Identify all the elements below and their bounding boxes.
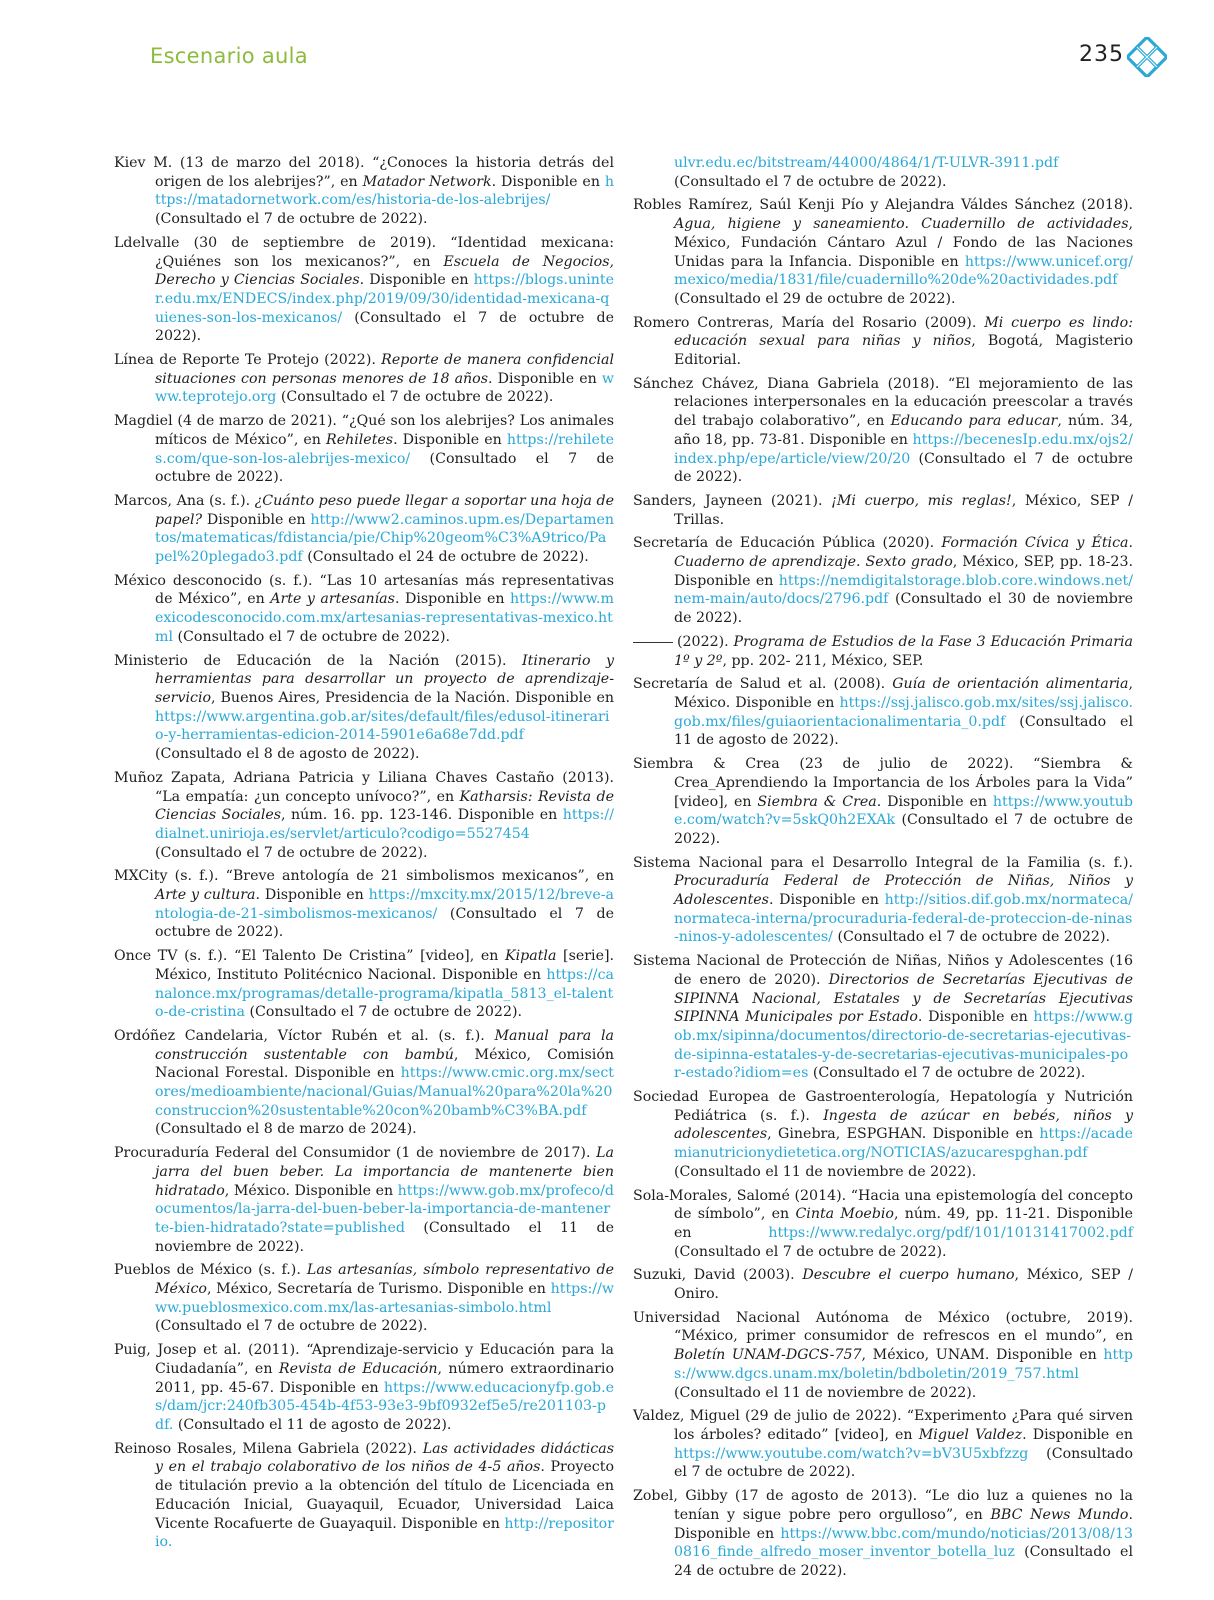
reference-entry [633, 1487, 1133, 1581]
reference-entry [633, 1309, 1133, 1403]
reference-text: , pp. 202- 211, México, SEP. [722, 652, 924, 669]
reference-title: Procuraduría Federal de Protección de Niñas, Niños y Adolescentes [674, 873, 1133, 909]
reference-text: Puig, Josep et al. (2011). “Aprendizaje-servicio y Educación para la Ciudadanía”, en [114, 1342, 614, 1377]
reference-text: (Consultado el 11 de noviembre de 2022). [674, 1384, 977, 1401]
reference-text: . Disponible en [768, 892, 885, 909]
reference-title: BBC News Mundo [990, 1506, 1129, 1523]
reference-entry [114, 154, 614, 229]
reference-title: Programa de Estudios de la Fase 3 Educación Primaria 1º y 2º [674, 633, 1133, 669]
reference-text: Sánchez Chávez, Diana Gabriela (2018). “El mejoramiento de las relaciones interpersonales en la educación preescolar a través del trabajo colaborativo”, en [633, 375, 1133, 430]
reference-entry [633, 154, 1133, 191]
reference-title: Siembra & Crea [757, 793, 877, 810]
reference-title: Boletín UNAM-DGCS-757 [674, 1347, 862, 1364]
reference-text: (Consultado el 11 de noviembre de 2022). [155, 1219, 614, 1255]
reference-link[interactable]: https://ssj.jalisco.gob.mx/sites/ssj.jalisco.gob.mx/files/guiaorientacionalimentaria_0.pdf [674, 694, 1133, 730]
repeat-author-dash [633, 642, 673, 643]
reference-entry [633, 314, 1133, 370]
reference-text: Zobel, Gibby (17 de agosto de 2013). “Le dio luz a quienes no la tenían y sigue pobre pero orgulloso”, en [633, 1488, 1133, 1523]
reference-link[interactable]: https://www.argentina.gob.ar/sites/default/files/edusol-itinerario-y-herramientas-edicion-2014-5901e6a68e7dd.pdf [155, 708, 610, 744]
reference-text: Ldelvalle (30 de septiembre de 2019). “Identidad mexicana: ¿Quiénes son los mexicanos?”, en [114, 234, 614, 270]
reference-text: (Consultado el 29 de octubre de 2022). [674, 290, 956, 307]
reference-link[interactable]: http://www2.caminos.upm.es/Departamentos/matematicas/fdistancia/pie/Chip%20geom%C3%A9trico/Papel%20plegado3.pdf [155, 511, 614, 566]
reference-entry [633, 952, 1133, 1083]
reference-link[interactable]: https://www.youtube.com/watch?v=5skQ0h2EXAk [674, 793, 1133, 829]
reference-text: . Disponible en [876, 793, 993, 810]
reference-text: Once TV (s. f.). “El Talento De Cristina” [video], en [114, 948, 506, 965]
reference-entry [114, 947, 614, 1022]
reference-text: , México, Fundación Cántaro Azul / Fondo de las Naciones Unidas para la Infancia. Disponible en [674, 216, 1133, 270]
reference-title: Las actividades didácticas y en el trabajo colaborativo de los niños de 4-5 años [155, 1440, 614, 1476]
reference-text: . Disponible en [488, 370, 602, 387]
reference-title: Arte y artesanías [270, 591, 395, 608]
reference-link[interactable]: https://rehiletes.com/que-son-los-alebrijes-mexico/ [155, 431, 614, 467]
reference-text: (Consultado el 8 de agosto de 2022). [155, 746, 420, 763]
reference-text: [serie]. México, Instituto Politécnico Nacional. Disponible en [155, 948, 615, 983]
reference-text: Ministerio de Educación de la Nación (2015). [114, 652, 523, 669]
reference-text: (Consultado el 8 de marzo de 2024). [155, 1121, 417, 1138]
reference-text: , núm. 49, pp. 11-21. Disponible en [674, 1206, 1134, 1241]
reference-text: Romero Contreras, María del Rosario (2009). [633, 314, 985, 331]
reference-text: Línea de Reporte Te Protejo (2022). [114, 352, 382, 369]
reference-text: Disponible en [202, 511, 311, 528]
reference-title: Mi cuerpo es lindo: educación sexual para niñas y niños [674, 314, 1133, 350]
reference-entry [633, 1187, 1133, 1262]
reference-text: (Consultado el 7 de octubre de 2022). [808, 1065, 1086, 1082]
reference-text: Valdez, Miguel (29 de julio de 2022). “Experimento ¿Para qué sirven los árboles? editado” [video], en [633, 1408, 1133, 1443]
reference-text: (2022). [677, 633, 734, 650]
reference-text: . Disponible en [394, 591, 511, 608]
reference-entry [633, 854, 1133, 948]
reference-text: Sociedad Europea de Gastroenterología, Hepatología y Nutrición Pediátrica (s. f.). [633, 1089, 1133, 1124]
reference-link[interactable]: https://www.bbc.com/mundo/noticias/2013/08/130816_finde_alfredo_moser_inventor_botella_luz [674, 1525, 1133, 1561]
reference-link[interactable]: https://www.pueblosmexico.com.mx/las-artesanias-simbolo.html [155, 1281, 614, 1316]
reference-title: Escuela de Negocios, Derecho y Ciencias Sociales [155, 253, 614, 289]
reference-text: Robles Ramírez, Saúl Kenji Pío y Alejandra Váldes Sánchez (2018). [633, 197, 1133, 214]
reference-text: Magdiel (4 de marzo de 2021). “¿Qué son los alebrijes? Los animales míticos de México”, en [114, 413, 614, 448]
reference-text: , número extraordinario 2011, pp. 45-67. Disponible en [155, 1360, 615, 1396]
reference-entry [114, 1144, 614, 1256]
reference-text: (Consultado el 7 de octubre de 2022). [674, 173, 947, 190]
reference-text: Universidad Nacional Autónoma de México (octubre, 2019). “México, primer consumidor de refrescos en el mundo”, en [633, 1309, 1133, 1345]
reference-link[interactable]: http://sitios.dif.gob.mx/normateca/normateca-interna/procuraduria-federal-de-proteccion-de-ninas-ninos-y-adolescentes/ [674, 892, 1133, 946]
reference-title: Las artesanías, símbolo representativo de México [155, 1262, 614, 1298]
reference-text: , México, Comisión Nacional Forestal. Disponible en [155, 1046, 614, 1082]
reference-text: Suzuki, David (2003). [633, 1267, 803, 1284]
reference-title: ¡Mi cuerpo, mis reglas! [831, 492, 1012, 509]
reference-text: Sola-Morales, Salomé (2014). “Hacia una epistemología del concepto de símbolo”, en [633, 1187, 1133, 1223]
reference-entry [114, 412, 614, 487]
reference-text: . Disponible en [491, 173, 605, 190]
reference-title: Katharsis: Revista de Ciencias Sociales [155, 788, 614, 824]
reference-text: , Buenos Aires, Presidencia de la Nación. Disponible en [211, 689, 614, 706]
reference-link[interactable]: https://dialnet.unirioja.es/servlet/articulo?codigo=5527454 [155, 807, 614, 842]
reference-text: México desconocido (s. f.). “Las 10 artesanías más representativas de México”, en [114, 572, 614, 608]
reference-text: Kiev M. (13 de marzo del 2018). “¿Conoces la historia detrás del origen de los alebrijes?”, en [114, 155, 614, 190]
reference-link[interactable]: ulvr.edu.ec/bitstream/44000/4864/1/T-ULVR-3911.pdf [674, 155, 1059, 171]
reference-text: , México, Secretaría de Turismo. Disponible en [206, 1281, 551, 1298]
reference-entry [633, 675, 1133, 750]
reference-text: (Consultado el 7 de octubre de 2022). [155, 1318, 428, 1335]
reference-link[interactable]: https://nemdigitalstorage.blob.core.windows.net/nem-main/auto/docs/2796.pdf [674, 572, 1133, 608]
reference-entry [633, 375, 1133, 487]
reference-text: Marcos, Ana (s. f.). [114, 492, 255, 509]
reference-link[interactable]: https://www.unicef.org/mexico/media/1831/file/cuadernillo%20de%20actividades.pdf [674, 253, 1133, 289]
reference-text: (Consultado el 7 de octubre de 2022). [674, 450, 1133, 486]
reference-entry [114, 1440, 614, 1552]
reference-title: Descubre el cuerpo humano [802, 1267, 1015, 1284]
reference-title: Revista de Educación [278, 1360, 438, 1377]
reference-text: (Consultado el 11 de agosto de 2022). [173, 1417, 452, 1433]
reference-text: Muñoz Zapata, Adriana Patricia y Liliana Chaves Castaño (2013). “La empatía: ¿un concepto unívoco?”, en [114, 769, 614, 805]
reference-text: (Consultado el 7 de octubre de 2022). [173, 628, 451, 645]
reference-text: Procuraduría Federal del Consumidor (1 de noviembre de 2017). [114, 1145, 597, 1162]
reference-text: , México, SEP / Oniro. [674, 1267, 1133, 1303]
reference-text: . Proyecto de titulación previo a la obtención del título de Licenciada en Educación Inicial, Guayaquil, Ecuador, Universidad Laica Vicente Rocafuerte de Guayaquil. Disponible en [155, 1459, 614, 1532]
reference-title: Miguel Valdez [918, 1427, 1023, 1443]
reference-text: . Disponible en [1022, 1427, 1133, 1443]
reference-entry [114, 1027, 614, 1139]
page-number: 235 [1079, 42, 1124, 67]
reference-text: (Consultado el 24 de octubre de 2022). [302, 549, 589, 566]
reference-link[interactable]: https://canalonce.mx/programas/detalle-programa/kipatla_5813_el-talento-de-cristina [155, 966, 614, 1021]
reference-text: (Consultado el 7 de octubre de 2022). [832, 929, 1110, 946]
reference-text: Secretaría de Educación Pública (2020). [633, 535, 942, 552]
reference-title: Ingesta de azúcar en bebés, niños y adolescentes [674, 1107, 1133, 1143]
reference-entry [633, 1088, 1133, 1182]
reference-link[interactable]: https://academianutricionydietetica.org/NOTICIAS/azucarespghan.pdf [674, 1126, 1133, 1162]
reference-title: La jarra del buen beber. La importancia de mantenerte bien hidratado [155, 1145, 614, 1199]
reference-title: Formación Cívica y Ética. Cuaderno de aprendizaje. Sexto grado [674, 535, 1133, 571]
reference-link[interactable]: https://www.gob.mx/profeco/documentos/la-jarra-del-buen-beber-la-importancia-de-mantenerte-bien-hidratado?state=published [155, 1182, 614, 1236]
references-right-column [633, 154, 1133, 1586]
reference-text: MXCity (s. f.). “Breve antología de 21 simbolismos mexicanos”, en [114, 868, 614, 885]
reference-text: . Disponible en [674, 1506, 1133, 1542]
reference-link[interactable]: www.teprotejo.org [155, 370, 614, 406]
reference-entry [114, 1261, 614, 1336]
reference-text: . Disponible en [917, 1009, 1034, 1026]
reference-link[interactable]: https://matadornetwork.com/es/historia-de-los-alebrijes/ [155, 173, 614, 209]
reference-text: (Consultado el 7 de octubre de 2022). [155, 450, 614, 486]
reference-text: Siembra & Crea (23 de julio de 2022). “Siembra & Crea_Aprendiendo la Importancia de los Árboles para la Vida” [video], en [633, 756, 1133, 810]
lattice-knot-icon [1127, 37, 1167, 77]
reference-text: (Consultado el 7 de octubre de 2022). [245, 1004, 523, 1021]
reference-text: (Consultado el 7 de octubre de 2022). [674, 1243, 947, 1260]
reference-link[interactable]: https://www.redalyc.org/pdf/101/10131417002.pdf [768, 1224, 1133, 1241]
reference-text: (Consultado el 7 de octubre de 2022). [276, 389, 554, 406]
reference-text: Sistema Nacional de Protección de Niñas, Niños y Adolescentes (16 de enero de 2020). [633, 953, 1133, 988]
reference-link[interactable]: https://www.cmic.org.mx/sectores/medioambiente/nacional/Guias/Manual%20para%20la%20construccion%20sustentable%20con%20bamb%C3%BA.pdf [155, 1065, 614, 1119]
reference-text: (Consultado el 7 de octubre de 2022). [155, 905, 614, 941]
reference-entry [114, 492, 614, 567]
reference-text: , México, UNAM. Disponible en [861, 1347, 1104, 1364]
reference-text: Secretaría de Salud et al. (2008). [633, 676, 893, 693]
reference-text: (Consultado el 7 de octubre de 2022). [674, 812, 1133, 847]
reference-entry [114, 769, 614, 863]
reference-title: Arte y cultura [155, 887, 256, 904]
reference-text: Sistema Nacional para el Desarrollo Integral de la Familia (s. f.). [633, 854, 1133, 871]
reference-title: Rehiletes [326, 431, 394, 448]
reference-title: ¿Cuánto peso puede llegar a soportar una hoja de papel? [155, 492, 614, 528]
reference-text: (Consultado el 24 de octubre de 2022). [674, 1544, 1133, 1579]
reference-text: (Consultado el 11 de noviembre de 2022). [674, 1163, 977, 1180]
reference-link[interactable]: https://becenesIp.edu.mx/ojs2/index.php/epe/article/view/20/20 [674, 431, 1133, 467]
reference-text: Sanders, Jayneen (2021). [633, 492, 832, 509]
reference-title: Matador Network [362, 173, 492, 190]
reference-text: , Ginebra, ESPGHAN. Disponible en [767, 1126, 1040, 1143]
reference-text: Pueblos de México (s. f.). [114, 1262, 307, 1279]
reference-text: . Disponible en [359, 272, 474, 289]
reference-entry [633, 196, 1133, 308]
reference-text: Reinoso Rosales, Milena Gabriela (2022). [114, 1440, 423, 1457]
reference-text: , México, SEP / Trillas. [674, 492, 1133, 528]
reference-entry [114, 234, 614, 346]
reference-title: Educando para educar [890, 413, 1058, 430]
reference-text: (Consultado el 7 de octubre de 2022). [155, 844, 428, 861]
reference-title: Agua, higiene y saneamiento. Cuadernillo de actividades [674, 216, 1129, 233]
reference-entry [114, 351, 614, 407]
reference-link[interactable]: https://www.dgcs.unam.mx/boletin/bdboletin/2019_757.html [674, 1347, 1133, 1382]
reference-entry [633, 534, 1133, 628]
reference-entry [114, 572, 614, 647]
reference-link[interactable]: https://www.educacionyfp.gob.es/dam/jcr:240fb305-454b-4f53-93e3-9bf0932ef5e5/re201103-pdf. [155, 1379, 614, 1433]
reference-link[interactable]: http://repositorio. [155, 1515, 614, 1551]
reference-entry [633, 633, 1133, 670]
reference-link[interactable]: https://www.gob.mx/sipinna/documentos/directorio-de-secretarias-ejecutivas-de-sipinna-estatales-y-de-secretarias-ejecutivas-municipales-por-estado?idiom=es [674, 1009, 1133, 1082]
reference-entry [114, 867, 614, 942]
reference-title: Reporte de manera confidencial situaciones con personas menores de 18 años [155, 352, 614, 387]
section-title: Escenario aula [150, 44, 308, 68]
reference-entry [633, 1266, 1133, 1303]
reference-title: Guía de orientación alimentaria [892, 676, 1129, 693]
references-left-column [114, 154, 614, 1557]
reference-link[interactable]: https://mxcity.mx/2015/12/breve-antologia-de-21-simbolismos-mexicanos/ [155, 887, 614, 922]
reference-text: , México. Disponible en [674, 676, 1133, 711]
reference-text: (Consultado el 7 de octubre de 2022). [155, 211, 428, 228]
reference-text: , México. Disponible en [224, 1182, 398, 1199]
reference-entry [633, 755, 1133, 849]
reference-text: , Bogotá, Magisterio Editorial. [674, 333, 1133, 369]
reference-title: Manual para la construcción sustentable con bambú [155, 1027, 614, 1063]
reference-link[interactable]: https://www.youtube.com/watch?v=bV3U5xbfzzg [674, 1445, 1029, 1462]
reference-entry [114, 652, 614, 764]
reference-text: (Consultado el 7 de octubre de 2022). [674, 1445, 1133, 1481]
reference-text: , México, SEP, pp. 18-23. Disponible en [674, 554, 1133, 589]
reference-text: (Consultado el 7 de octubre de 2022). [155, 309, 614, 345]
reference-link[interactable]: https://www.mexicodesconocido.com.mx/artesanias-representativas-mexico.html [155, 591, 614, 645]
reference-link[interactable]: https://blogs.uninter.edu.mx/ENDECS/index.php/2019/09/30/identidad-mexicana-quienes-son-los-mexicanos/ [155, 272, 614, 326]
reference-text: Ordóñez Candelaria, Víctor Rubén et al. (s. f.). [114, 1027, 495, 1044]
reference-text: , núm. 16. pp. 123-146. Disponible en [281, 807, 563, 824]
reference-text: . Disponible en [255, 887, 369, 904]
reference-entry [633, 492, 1133, 529]
reference-entry [633, 1407, 1133, 1482]
reference-title: Cinta Moebio [795, 1206, 894, 1223]
reference-text: . Disponible en [393, 431, 507, 448]
reference-entry [114, 1341, 614, 1435]
reference-text: (Consultado el 11 de agosto de 2022). [674, 713, 1133, 749]
reference-text: (Consultado el 30 de noviembre de 2022). [674, 591, 1133, 627]
reference-text: , núm. 34, año 18, pp. 73-81. Disponible en [674, 413, 1134, 448]
reference-title: Itinerario y herramientas para desarrollar un proyecto de aprendizaje-servicio [155, 652, 614, 706]
reference-title: Directorios de Secretarías Ejecutivas de SIPINNA Nacional, Estatales y de Secretarías Ejecutivas SIPINNA Municipales por Estado [674, 971, 1134, 1026]
reference-title: Kipatla [505, 948, 557, 965]
